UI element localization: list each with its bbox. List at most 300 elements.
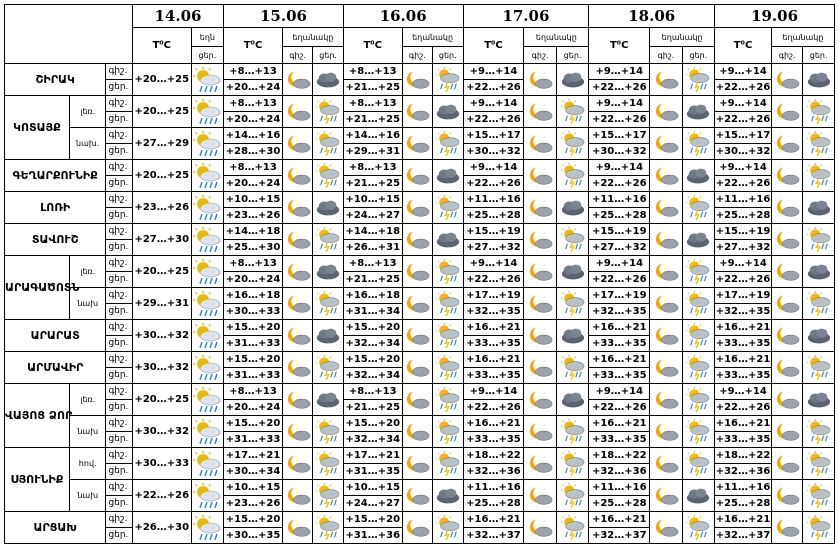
moon-cloud-icon: [524, 448, 556, 480]
weather-label: եղանակը: [402, 28, 463, 47]
temp-range-day: +22…+26: [715, 272, 772, 288]
temp-label: T⁰C: [343, 28, 402, 64]
day-label: ցեր.: [682, 47, 714, 64]
temp-range-day: +32…+34: [343, 432, 402, 448]
weather-label: եղանակը: [650, 28, 715, 47]
sun-cloud-thunder-icon: [433, 416, 463, 448]
temp-range-day: +21…+25: [343, 112, 402, 128]
temp-range-night: +11…+16: [463, 192, 524, 208]
moon-cloud-icon: [282, 160, 312, 192]
sun-cloud-thunder-icon: [803, 160, 835, 192]
temp-range-night: +16…+18: [224, 288, 283, 304]
moon-cloud-icon: [771, 288, 802, 320]
temp-range-day: +30…+32: [589, 144, 650, 160]
temp-range-night: +9…+14: [589, 64, 650, 80]
sun-cloud-rain-icon: [191, 64, 223, 96]
night-label: գիշ.: [106, 192, 132, 208]
temp-range-night: +9…+14: [589, 384, 650, 400]
temp-range-day: +30…+33: [224, 304, 283, 320]
moon-cloud-icon: [524, 352, 556, 384]
temp-range-day: +20…+25: [132, 256, 191, 288]
temp-range-night: +16…+21: [463, 512, 524, 528]
moon-cloud-icon: [402, 320, 432, 352]
temp-range-day: +21…+25: [343, 176, 402, 192]
moon-cloud-icon: [524, 320, 556, 352]
temp-range-night: +16…+21: [463, 352, 524, 368]
moon-cloud-icon: [771, 96, 802, 128]
dark-cloud-icon: [433, 96, 463, 128]
temp-range-night: +16…+21: [589, 512, 650, 528]
temp-label: T⁰C: [224, 28, 283, 64]
sun-cloud-rain-icon: [191, 192, 223, 224]
corner-cell: [5, 5, 133, 64]
subregion-label: հով.: [69, 448, 106, 480]
moon-cloud-icon: [650, 320, 682, 352]
weather-label: եղանակը: [771, 28, 834, 47]
sun-cloud-thunder-icon: [682, 352, 714, 384]
temp-range-day: +33…+35: [589, 336, 650, 352]
region-name: ՇԻՐԱԿ: [5, 64, 106, 96]
sun-cloud-thunder-icon: [682, 384, 714, 416]
moon-cloud-icon: [650, 192, 682, 224]
moon-cloud-icon: [524, 480, 556, 512]
day-label: ցեր.: [106, 144, 132, 160]
sun-cloud-thunder-icon: [803, 480, 835, 512]
temp-range-day: +30…+32: [132, 320, 191, 352]
temp-range-day: +27…+32: [589, 240, 650, 256]
temp-range-day: +31…+34: [343, 304, 402, 320]
date-header: 18.06: [589, 5, 715, 28]
temp-range-day: +33…+35: [715, 432, 772, 448]
forecast-row-night: [5, 192, 835, 208]
temp-range-day: +26…+31: [343, 240, 402, 256]
temp-range-day: +20…+24: [224, 272, 283, 288]
sun-cloud-rain-icon: [191, 448, 223, 480]
moon-cloud-icon: [771, 448, 802, 480]
night-label: գիշ.: [106, 224, 132, 240]
moon-cloud-icon: [402, 512, 432, 544]
temp-range-day: +32…+34: [343, 368, 402, 384]
sun-cloud-thunder-icon: [556, 480, 588, 512]
temp-range-day: +31…+35: [343, 464, 402, 480]
temp-range-day: +31…+33: [224, 368, 283, 384]
temp-range-day: +32…+35: [715, 304, 772, 320]
temp-range-day: +32…+36: [715, 464, 772, 480]
temp-range-night: +16…+21: [715, 320, 772, 336]
sun-cloud-thunder-icon: [433, 384, 463, 416]
temp-range-night: +15…+17: [463, 128, 524, 144]
temp-range-day: +25…+28: [463, 496, 524, 512]
day-label: ցեր.: [106, 272, 132, 288]
night-label: գիշ.: [106, 256, 132, 272]
temp-range-day: +29…+31: [343, 144, 402, 160]
temp-range-day: +20…+24: [224, 176, 283, 192]
temp-range-day: +21…+25: [343, 80, 402, 96]
moon-cloud-icon: [402, 128, 432, 160]
subregion-label: նախ: [69, 416, 106, 448]
moon-cloud-icon: [402, 352, 432, 384]
day-label: ցեր.: [803, 47, 835, 64]
moon-cloud-icon: [524, 416, 556, 448]
moon-cloud-icon: [771, 256, 802, 288]
subregion-label: նախ: [69, 480, 106, 512]
sun-cloud-thunder-icon: [556, 128, 588, 160]
temp-label: T⁰C: [132, 28, 191, 64]
temp-range-day: +22…+26: [132, 480, 191, 512]
forecast-row-night: [5, 288, 835, 304]
sun-cloud-rain-icon: [191, 480, 223, 512]
temp-range-day: +22…+26: [589, 272, 650, 288]
sun-cloud-thunder-icon: [682, 448, 714, 480]
moon-cloud-icon: [282, 224, 312, 256]
temp-range-day: +20…+25: [132, 64, 191, 96]
temp-range-night: +16…+18: [343, 288, 402, 304]
temp-range-day: +30…+33: [132, 448, 191, 480]
forecast-row-night: [5, 512, 835, 528]
sun-cloud-thunder-icon: [556, 224, 588, 256]
temp-range-night: +18…+22: [589, 448, 650, 464]
moon-cloud-icon: [771, 416, 802, 448]
sun-cloud-thunder-icon: [682, 288, 714, 320]
temp-range-night: +8…+13: [343, 96, 402, 112]
temp-range-day: +33…+35: [463, 368, 524, 384]
temp-range-night: +9…+14: [463, 96, 524, 112]
moon-cloud-icon: [524, 384, 556, 416]
temp-range-night: +8…+13: [224, 384, 283, 400]
temp-range-night: +9…+14: [589, 160, 650, 176]
temp-range-day: +22…+26: [715, 400, 772, 416]
moon-cloud-icon: [771, 64, 802, 96]
temp-range-night: +10…+15: [343, 480, 402, 496]
temp-range-day: +23…+26: [224, 496, 283, 512]
sun-cloud-thunder-icon: [433, 128, 463, 160]
dark-cloud-icon: [556, 384, 588, 416]
region-name: ԼՈՌԻ: [5, 192, 106, 224]
temp-range-day: +25…+28: [589, 496, 650, 512]
temp-range-night: +15…+20: [343, 352, 402, 368]
temp-range-night: +14…+18: [224, 224, 283, 240]
temp-label: T⁰C: [463, 28, 524, 64]
temp-range-night: +17…+21: [224, 448, 283, 464]
sun-cloud-rain-icon: [191, 384, 223, 416]
date-header: 17.06: [463, 5, 589, 28]
moon-cloud-icon: [771, 384, 802, 416]
moon-cloud-icon: [402, 384, 432, 416]
sun-cloud-thunder-icon: [803, 288, 835, 320]
day-label: ցեր.: [106, 400, 132, 416]
day-label: ցեր.: [106, 464, 132, 480]
sun-cloud-rain-icon: [191, 160, 223, 192]
weather-forecast-table: [4, 4, 835, 544]
sun-cloud-thunder-icon: [313, 416, 343, 448]
weather-label: եղն: [191, 28, 223, 47]
sun-cloud-thunder-icon: [682, 416, 714, 448]
night-label: գիշ.: [106, 512, 132, 528]
moon-cloud-icon: [282, 288, 312, 320]
temp-range-night: +9…+14: [715, 160, 772, 176]
sun-cloud-thunder-icon: [682, 192, 714, 224]
temp-range-day: +24…+27: [343, 208, 402, 224]
sun-cloud-thunder-icon: [556, 288, 588, 320]
day-label: ցեր.: [106, 368, 132, 384]
subregion-label: լեռ.: [69, 96, 106, 128]
temp-range-day: +22…+26: [589, 176, 650, 192]
temp-range-night: +10…+15: [224, 480, 283, 496]
subregion-label: նախ: [69, 288, 106, 320]
moon-cloud-icon: [771, 128, 802, 160]
temp-range-day: +32…+37: [463, 528, 524, 544]
moon-cloud-icon: [524, 64, 556, 96]
date-header: 16.06: [343, 5, 463, 28]
sun-cloud-thunder-icon: [556, 160, 588, 192]
moon-cloud-icon: [650, 288, 682, 320]
temp-range-day: +30…+32: [715, 144, 772, 160]
temp-range-night: +9…+14: [463, 64, 524, 80]
sun-cloud-thunder-icon: [433, 288, 463, 320]
temp-range-night: +11…+16: [589, 480, 650, 496]
temp-range-day: +22…+26: [589, 80, 650, 96]
temp-range-night: +17…+19: [463, 288, 524, 304]
subregion-label: նախ.: [69, 128, 106, 160]
temp-range-day: +20…+25: [132, 384, 191, 416]
temp-range-day: +27…+32: [463, 240, 524, 256]
moon-cloud-icon: [771, 320, 802, 352]
temp-range-day: +21…+25: [343, 400, 402, 416]
sun-cloud-thunder-icon: [313, 128, 343, 160]
moon-cloud-icon: [650, 384, 682, 416]
day-label: ցեր.: [106, 336, 132, 352]
dark-cloud-icon: [682, 160, 714, 192]
sun-cloud-thunder-icon: [682, 128, 714, 160]
temp-range-night: +15…+19: [715, 224, 772, 240]
sun-cloud-rain-icon: [191, 288, 223, 320]
temp-range-day: +33…+35: [589, 432, 650, 448]
temp-range-night: +11…+16: [715, 192, 772, 208]
moon-cloud-icon: [282, 256, 312, 288]
temp-range-day: +27…+30: [132, 224, 191, 256]
forecast-row-night: [5, 352, 835, 368]
temp-range-day: +20…+25: [132, 160, 191, 192]
moon-cloud-icon: [524, 224, 556, 256]
temp-range-night: +16…+21: [589, 416, 650, 432]
temp-range-day: +29…+31: [132, 288, 191, 320]
temp-range-night: +9…+14: [715, 96, 772, 112]
forecast-row-night: [5, 64, 835, 80]
day-label: ցեր.: [106, 496, 132, 512]
day-label: ցեր.: [106, 208, 132, 224]
moon-cloud-icon: [402, 448, 432, 480]
sun-cloud-thunder-icon: [682, 512, 714, 544]
day-label: ցեր.: [106, 112, 132, 128]
moon-cloud-icon: [650, 416, 682, 448]
moon-cloud-icon: [650, 128, 682, 160]
dark-cloud-icon: [433, 480, 463, 512]
temp-range-day: +31…+33: [224, 336, 283, 352]
temp-range-night: +8…+13: [343, 64, 402, 80]
dark-cloud-icon: [556, 64, 588, 96]
moon-cloud-icon: [402, 64, 432, 96]
temp-range-night: +11…+16: [715, 480, 772, 496]
temp-range-night: +15…+17: [589, 128, 650, 144]
temp-range-night: +17…+21: [343, 448, 402, 464]
region-name: ԳԵՂԱՐՔՈՒՆԻՔ: [5, 160, 106, 192]
sun-cloud-thunder-icon: [313, 224, 343, 256]
sun-cloud-thunder-icon: [803, 96, 835, 128]
temp-range-day: +24…+27: [343, 496, 402, 512]
moon-cloud-icon: [402, 192, 432, 224]
temp-range-night: +9…+14: [589, 256, 650, 272]
temp-range-night: +11…+16: [589, 192, 650, 208]
temp-range-day: +21…+25: [343, 272, 402, 288]
forecast-row-night: [5, 128, 835, 144]
sun-cloud-thunder-icon: [313, 480, 343, 512]
night-label: գիշ.: [106, 128, 132, 144]
temp-range-night: +14…+18: [343, 224, 402, 240]
day-label: ցեր.: [191, 47, 223, 64]
moon-cloud-icon: [771, 192, 802, 224]
moon-cloud-icon: [282, 192, 312, 224]
moon-cloud-icon: [524, 192, 556, 224]
day-label: ցեր.: [556, 47, 588, 64]
day-label: ցեր.: [433, 47, 463, 64]
temp-range-day: +20…+24: [224, 112, 283, 128]
region-name: ԱՐՑԱԽ: [5, 512, 106, 544]
temp-range-day: +23…+26: [132, 192, 191, 224]
night-label: գիշ.: [106, 160, 132, 176]
temp-range-day: +22…+26: [463, 272, 524, 288]
temp-range-day: +20…+24: [224, 400, 283, 416]
temp-range-night: +9…+14: [463, 384, 524, 400]
dark-cloud-icon: [803, 192, 835, 224]
temp-range-day: +32…+34: [343, 336, 402, 352]
temp-range-night: +14…+16: [224, 128, 283, 144]
sun-cloud-thunder-icon: [803, 224, 835, 256]
date-header: 14.06: [132, 5, 223, 28]
temp-range-night: +15…+20: [224, 320, 283, 336]
sun-cloud-thunder-icon: [556, 512, 588, 544]
forecast-row-night: [5, 448, 835, 464]
moon-cloud-icon: [650, 256, 682, 288]
day-label: ցեր.: [106, 304, 132, 320]
weather-label: եղանակը: [282, 28, 343, 47]
temp-range-day: +30…+32: [463, 144, 524, 160]
region-name: ԱՐԱԳԱԾՈՏՆ: [5, 256, 70, 320]
temp-range-night: +16…+21: [463, 320, 524, 336]
moon-cloud-icon: [282, 320, 312, 352]
forecast-row-night: [5, 320, 835, 336]
night-label: գիշ.: [282, 47, 312, 64]
temp-range-day: +28…+30: [224, 144, 283, 160]
night-label: գիշ.: [106, 448, 132, 464]
temp-range-night: +8…+13: [224, 160, 283, 176]
moon-cloud-icon: [402, 416, 432, 448]
moon-cloud-icon: [282, 128, 312, 160]
sun-cloud-thunder-icon: [803, 352, 835, 384]
temp-range-night: +8…+13: [343, 256, 402, 272]
temp-range-night: +18…+22: [463, 448, 524, 464]
subregion-label: լեռ.: [69, 256, 106, 288]
night-label: գիշ.: [106, 320, 132, 336]
moon-cloud-icon: [771, 224, 802, 256]
sun-cloud-thunder-icon: [803, 448, 835, 480]
sun-cloud-thunder-icon: [682, 64, 714, 96]
temp-range-day: +33…+35: [463, 432, 524, 448]
header-date-row: [5, 5, 835, 28]
temp-range-night: +9…+14: [463, 160, 524, 176]
dark-cloud-icon: [313, 64, 343, 96]
forecast-row-night: [5, 480, 835, 496]
moon-cloud-icon: [282, 512, 312, 544]
temp-range-night: +15…+20: [343, 320, 402, 336]
temp-range-day: +22…+26: [463, 112, 524, 128]
sun-cloud-thunder-icon: [433, 352, 463, 384]
temp-range-night: +8…+13: [343, 160, 402, 176]
moon-cloud-icon: [402, 256, 432, 288]
dark-cloud-icon: [803, 256, 835, 288]
forecast-row-night: [5, 416, 835, 432]
region-name: ԿՈՏԱՅՔ: [5, 96, 70, 160]
temp-range-day: +22…+26: [589, 400, 650, 416]
temp-label: T⁰C: [715, 28, 772, 64]
sun-cloud-thunder-icon: [556, 448, 588, 480]
temp-range-night: +15…+20: [224, 416, 283, 432]
temp-range-day: +33…+35: [715, 368, 772, 384]
moon-cloud-icon: [650, 224, 682, 256]
temp-range-day: +26…+30: [132, 512, 191, 544]
temp-range-night: +16…+21: [463, 416, 524, 432]
day-label: ցեր.: [106, 80, 132, 96]
moon-cloud-icon: [524, 128, 556, 160]
day-label: ցեր.: [313, 47, 343, 64]
temp-range-night: +9…+14: [589, 96, 650, 112]
moon-cloud-icon: [402, 96, 432, 128]
moon-cloud-icon: [650, 96, 682, 128]
moon-cloud-icon: [524, 256, 556, 288]
moon-cloud-icon: [650, 512, 682, 544]
dark-cloud-icon: [803, 384, 835, 416]
sun-cloud-thunder-icon: [803, 128, 835, 160]
sun-cloud-thunder-icon: [433, 64, 463, 96]
sun-cloud-thunder-icon: [803, 416, 835, 448]
moon-cloud-icon: [650, 160, 682, 192]
night-label: գիշ.: [106, 480, 132, 496]
dark-cloud-icon: [313, 192, 343, 224]
temp-range-day: +31…+33: [224, 432, 283, 448]
temp-label: T⁰C: [589, 28, 650, 64]
temp-range-night: +16…+21: [715, 352, 772, 368]
temp-range-night: +14…+16: [343, 128, 402, 144]
date-header: 15.06: [224, 5, 344, 28]
temp-range-day: +25…+28: [589, 208, 650, 224]
sun-cloud-thunder-icon: [433, 320, 463, 352]
moon-cloud-icon: [524, 160, 556, 192]
moon-cloud-icon: [771, 480, 802, 512]
sun-cloud-rain-icon: [191, 128, 223, 160]
sun-cloud-thunder-icon: [313, 288, 343, 320]
night-label: գիշ.: [402, 47, 432, 64]
sun-cloud-rain-icon: [191, 352, 223, 384]
moon-cloud-icon: [402, 480, 432, 512]
day-label: ցեր.: [106, 432, 132, 448]
temp-range-night: +16…+21: [589, 320, 650, 336]
night-label: գիշ.: [524, 47, 556, 64]
temp-range-day: +33…+35: [589, 368, 650, 384]
moon-cloud-icon: [282, 448, 312, 480]
temp-range-day: +22…+26: [715, 112, 772, 128]
dark-cloud-icon: [682, 96, 714, 128]
temp-range-night: +10…+15: [343, 192, 402, 208]
sun-cloud-rain-icon: [191, 224, 223, 256]
